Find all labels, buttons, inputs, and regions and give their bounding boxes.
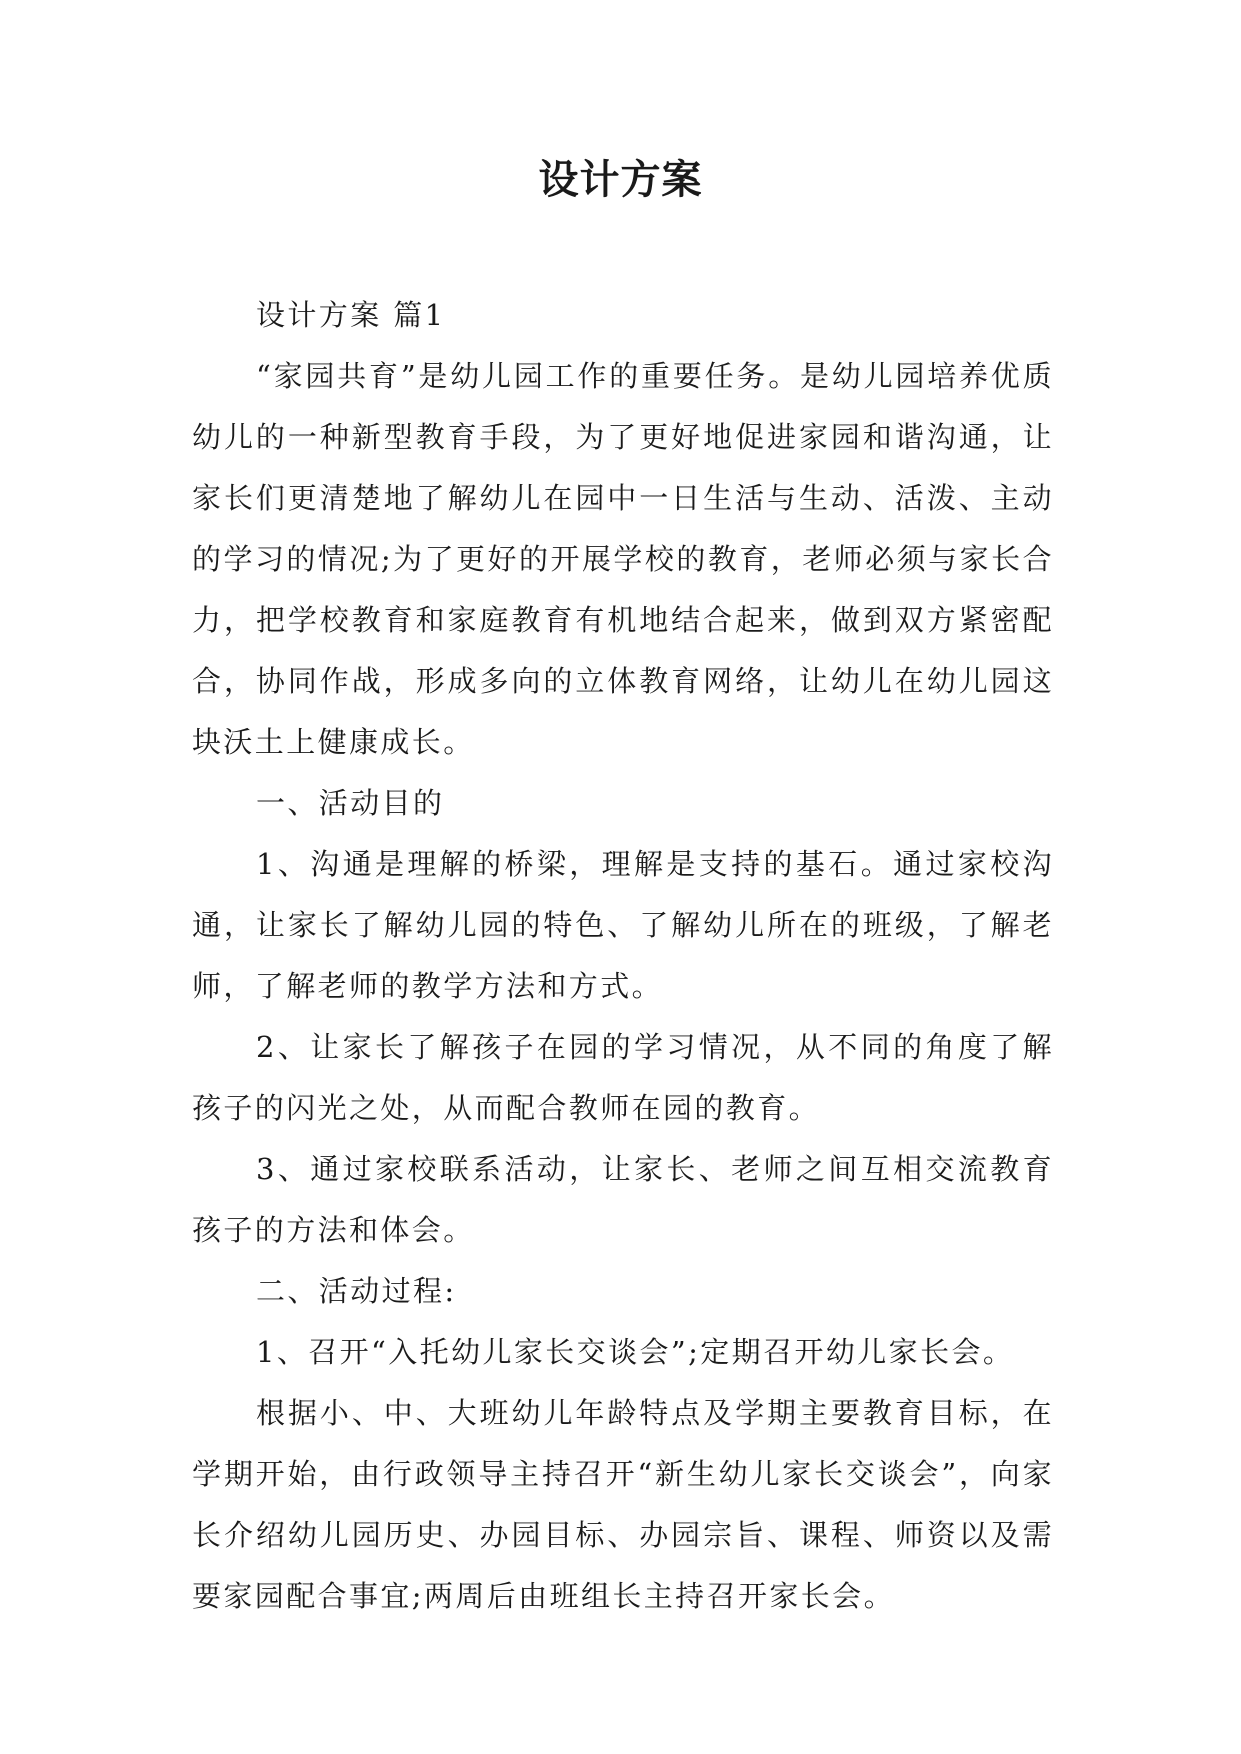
paragraph: 根据小、中、大班幼儿年龄特点及学期主要教育目标，在学期开始，由行政领导主持召开“新生幼儿家长交谈会”，向家长介绍幼儿园历史、办园目标、办园宗旨、课程、师资以及需要家园配合事宜;两周后由班组长主持召开家长会。 [192, 1396, 1054, 1613]
paragraph: “家园共育”是幼儿园工作的重要任务。是幼儿园培养优质幼儿的一种新型教育手段，为了更好地促进家园和谐沟通，让家长们更清楚地了解幼儿在园中一日生活与生动、活泼、主动的学习的情况;为了更好的开展学校的教育，老师必须与家长合力，把学校教育和家庭教育有机地结合起来，做到双方紧密配合，协同作战，形成多向的立体教育网络，让幼儿在幼儿园这块沃土上健康成长。 [192, 359, 1054, 759]
document-body [192, 285, 1054, 1627]
section-heading: 一、活动目的 [256, 786, 445, 820]
section-heading: 设计方案 篇1 [256, 298, 446, 332]
section-heading: 二、活动过程: [256, 1274, 457, 1308]
paragraph: 3、通过家校联系活动，让家长、老师之间互相交流教育孩子的方法和体会。 [192, 1152, 1054, 1247]
document-title: 设计方案 [538, 157, 703, 203]
paragraph: 1、沟通是理解的桥梁，理解是支持的基石。通过家校沟通，让家长了解幼儿园的特色、了解幼儿所在的班级，了解老师，了解老师的教学方法和方式。 [192, 847, 1054, 1003]
paragraph: 1、召开“入托幼儿家长交谈会”;定期召开幼儿家长会。 [256, 1335, 1015, 1369]
paragraph: 2、让家长了解孩子在园的学习情况，从不同的角度了解孩子的闪光之处，从而配合教师在园的教育。 [192, 1030, 1054, 1125]
